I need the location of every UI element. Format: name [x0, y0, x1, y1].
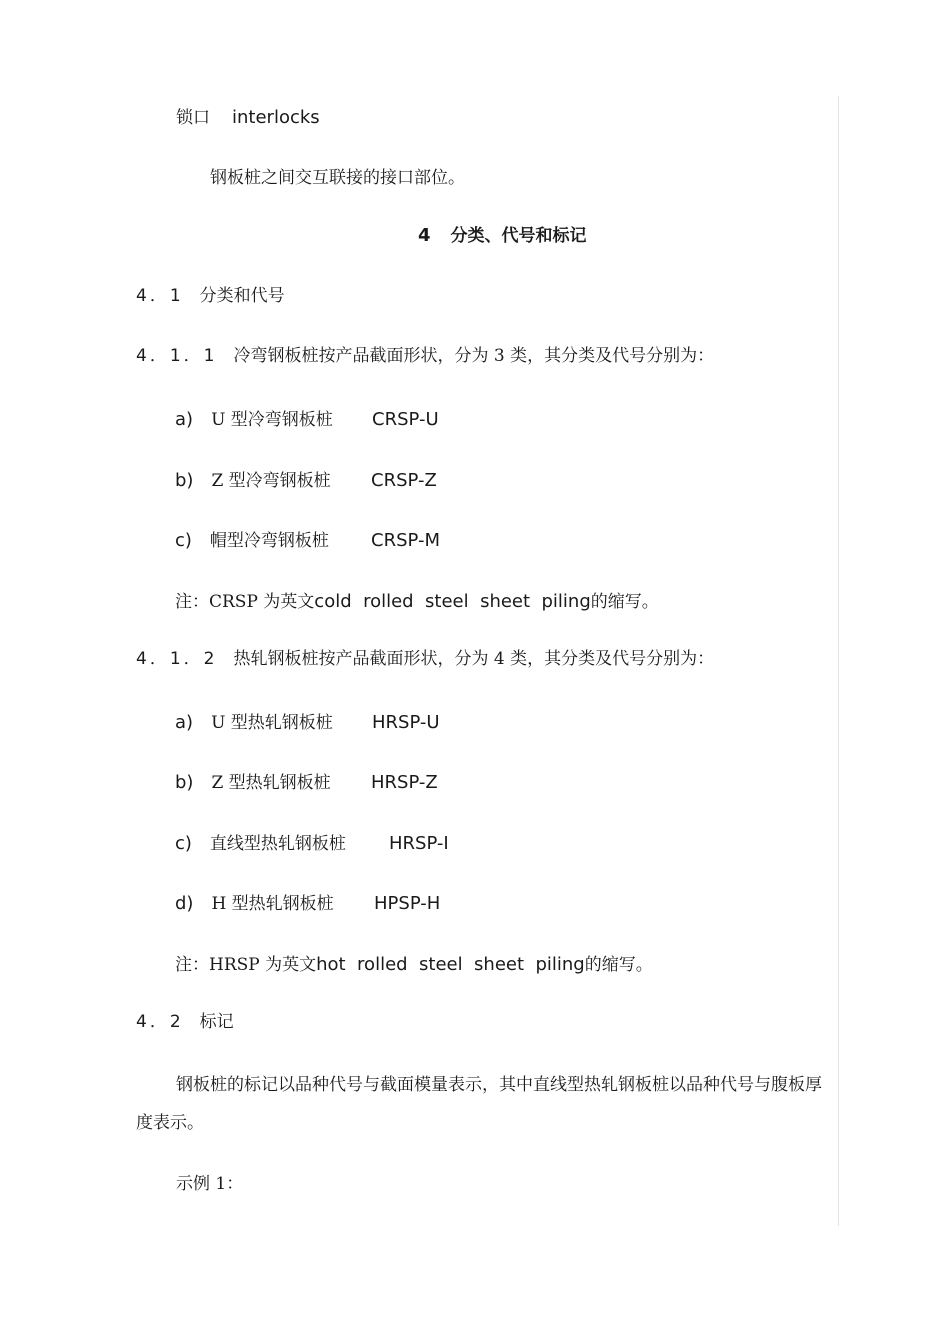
chapter-title: 分类、代号和标记	[450, 226, 587, 246]
clause-4-1-1	[136, 344, 714, 368]
item-code: CRSP-M	[371, 530, 440, 551]
item-name: Z 型冷弯钢板桩	[211, 471, 331, 491]
section-4-1-heading	[136, 284, 285, 308]
item-name: Z 型热轧钢板桩	[211, 773, 331, 793]
item-label: c)	[175, 833, 192, 854]
item-code: HRSP-U	[372, 712, 440, 733]
example-label: 示例 1：	[176, 1174, 244, 1194]
item-label: a)	[175, 712, 194, 733]
note-english: hot rolled steel sheet piling	[316, 954, 585, 975]
item-code: HPSP-H	[374, 893, 441, 914]
item-label: d)	[175, 893, 194, 914]
clause-text: 冷弯钢板桩按产品截面形状，分为 3 类，其分类及代号分别为：	[233, 346, 715, 366]
term-zh: 锁口	[176, 108, 210, 128]
item-name: H 型热轧钢板桩	[211, 894, 334, 914]
clause-text: 热轧钢板桩按产品截面形状，分为 4 类，其分类及代号分别为：	[233, 649, 715, 669]
margin-rule	[838, 96, 839, 1226]
section-title: 分类和代号	[199, 286, 285, 306]
section-number: 4．1	[136, 286, 184, 306]
marking-paragraph-line-2: 度表示。	[136, 1113, 204, 1133]
chapter-number: 4	[418, 225, 431, 246]
item-name: U 型热轧钢板桩	[211, 713, 333, 733]
section-number: 4．2	[136, 1012, 184, 1032]
item-code: HRSP-I	[389, 833, 449, 854]
list-item	[175, 771, 438, 795]
note-crsp	[175, 590, 659, 614]
list-item	[175, 408, 439, 432]
clause-4-1-2	[136, 647, 714, 671]
item-code: CRSP-U	[372, 409, 439, 430]
item-name: U 型冷弯钢板桩	[211, 410, 333, 430]
item-label: b)	[175, 772, 194, 793]
note-prefix: 注：HRSP 为英文	[175, 955, 317, 975]
note-english: cold rolled steel sheet piling	[314, 591, 591, 612]
term-definition: 钢板桩之间交互联接的接口部位。	[210, 168, 465, 188]
list-item	[175, 469, 437, 493]
marking-paragraph-line-1: 钢板桩的标记以品种代号与截面模量表示，其中直线型热轧钢板桩以品种代号与腹板厚	[176, 1075, 822, 1095]
term-en: interlocks	[232, 107, 320, 128]
item-label: a)	[175, 409, 194, 430]
item-label: c)	[175, 530, 192, 551]
chapter-heading	[418, 224, 587, 248]
clause-number: 4．1．2	[136, 649, 218, 669]
list-item	[175, 892, 441, 916]
note-suffix: 的缩写。	[584, 955, 653, 975]
note-hrsp	[175, 953, 653, 977]
item-label: b)	[175, 470, 194, 491]
note-prefix: 注：CRSP 为英文	[175, 592, 315, 612]
item-code: HRSP-Z	[371, 772, 438, 793]
term-heading	[176, 106, 320, 130]
list-item	[175, 711, 440, 735]
list-item	[175, 832, 449, 856]
item-code: CRSP-Z	[371, 470, 437, 491]
item-name: 帽型冷弯钢板桩	[209, 531, 329, 551]
note-suffix: 的缩写。	[590, 592, 659, 612]
clause-number: 4．1．1	[136, 346, 218, 366]
section-title: 标记	[199, 1012, 234, 1032]
list-item	[175, 529, 440, 553]
item-name: 直线型热轧钢板桩	[209, 834, 346, 854]
section-4-2-heading	[136, 1010, 234, 1034]
